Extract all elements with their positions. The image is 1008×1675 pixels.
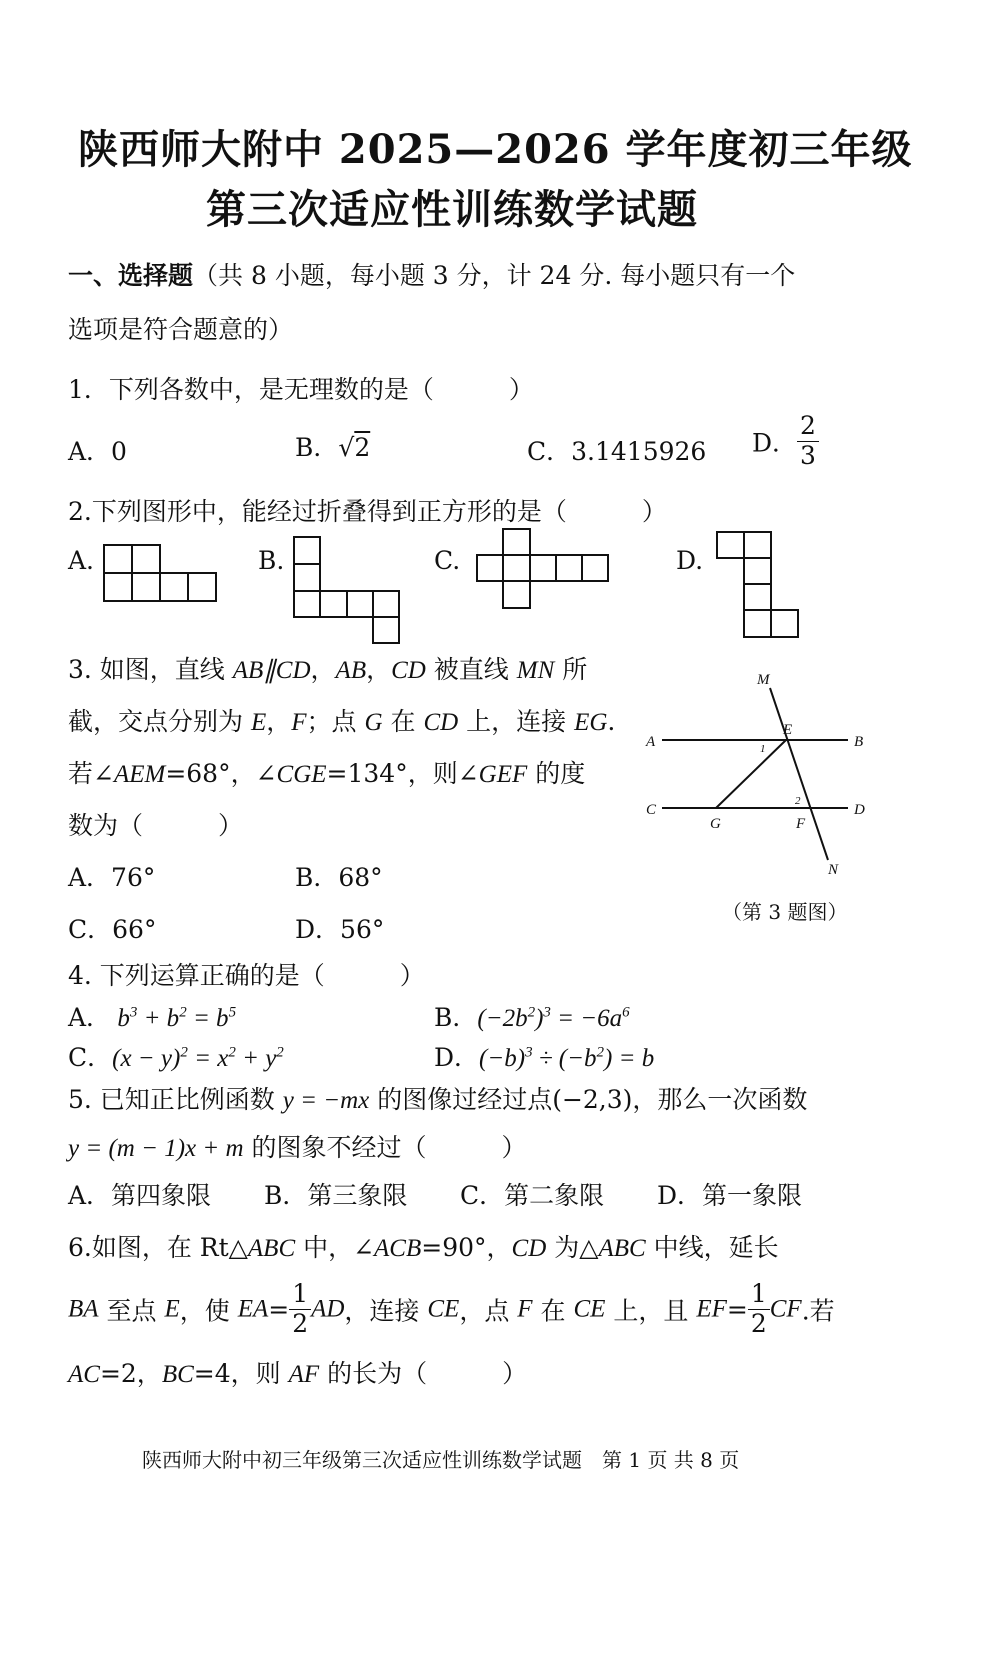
q3-text: 的度	[527, 759, 586, 788]
q5-text: 的图像过经过点	[369, 1085, 553, 1114]
q6-line3	[68, 1354, 527, 1390]
q4-a-prefix: A．	[68, 1003, 112, 1032]
q3-text: 3. 如图，直线	[68, 655, 233, 684]
q6-text: 的长为（ ）	[319, 1359, 528, 1388]
q1-option-a: A．0	[68, 437, 127, 466]
q6-text: 为△	[546, 1233, 599, 1262]
q6-cd: CD	[511, 1235, 547, 1262]
q6-text: ，使	[179, 1296, 238, 1326]
q6-af: AF	[288, 1361, 320, 1388]
q5-option-c: C．第二象限	[460, 1181, 605, 1210]
q3-e: E	[250, 709, 267, 736]
q3-option-a: A．76°	[68, 863, 156, 892]
q6-f: F	[517, 1295, 533, 1323]
q3-text: ，	[310, 655, 336, 684]
q6-half-fraction-2	[748, 1280, 770, 1339]
q6-ce: CE	[427, 1295, 460, 1323]
line-mn	[770, 688, 828, 860]
q6-cf: CF	[769, 1295, 802, 1323]
label-angle1: 1	[760, 743, 766, 755]
q6-half-fraction	[289, 1280, 311, 1339]
q6-half-num: 1	[289, 1280, 311, 1310]
q6-line1	[68, 1228, 779, 1264]
q1-option-d-fraction	[797, 412, 819, 471]
q3-text: ；点	[306, 707, 365, 736]
q4-option-a	[68, 998, 236, 1034]
q3-text: 截，交点分别为	[68, 707, 251, 736]
q2-option-b: B.	[258, 546, 285, 575]
q5-point: (−2,3)	[552, 1085, 633, 1114]
q6-ea: EA	[237, 1295, 269, 1323]
q6-text: =	[268, 1294, 290, 1324]
q3-text: ，	[366, 655, 392, 684]
q3-cd2: CD	[423, 709, 459, 736]
q3-line4: 数为（ ）	[68, 811, 244, 840]
q3-ab-par-cd: AB∥CD	[232, 657, 311, 684]
label-e: E	[783, 722, 793, 738]
q6-acb: ACB	[374, 1235, 422, 1262]
q5-func2: y = (m − 1)x + m	[68, 1135, 244, 1162]
q6-ad: AD	[311, 1295, 345, 1323]
q1-option-b-prefix: B．	[295, 433, 339, 462]
q4-a-expr: $b^3 + b^2 = b^5$	[111, 1004, 237, 1032]
segment-eg	[716, 740, 786, 808]
q6-line2	[68, 1280, 835, 1339]
q3-text: 在	[382, 707, 424, 736]
q5-option-d: D．第一象限	[657, 1181, 803, 1210]
q4-option-d	[434, 1038, 654, 1074]
q3-f: F	[291, 709, 307, 736]
q3-line2	[68, 702, 615, 738]
q4-c-prefix: C．	[68, 1043, 113, 1072]
q6-text: ，点	[459, 1296, 518, 1326]
q6-text: 至点	[98, 1296, 165, 1326]
q3-text: =134°，则∠	[326, 759, 479, 788]
q2-stem: 2.下列图形中，能经过折叠得到正方形的是（ ）	[68, 497, 667, 526]
label-f: F	[796, 816, 806, 832]
q2-net-a	[103, 544, 217, 601]
q6-half-den-2: 2	[750, 1308, 767, 1338]
q1-d-numerator: 2	[797, 412, 819, 442]
q3-text: ，	[266, 707, 292, 736]
label-a: A	[646, 734, 656, 750]
q4-option-c	[68, 1038, 284, 1074]
q3-cge: CGE	[276, 761, 327, 788]
q3-option-b: B．68°	[295, 863, 383, 892]
q2-option-c: C.	[434, 546, 461, 575]
q6-ba: BA	[68, 1295, 99, 1323]
q5-text: 5. 已知正比例函数	[68, 1085, 283, 1114]
label-b: B	[854, 734, 864, 750]
q5-option-a: A．第四象限	[68, 1181, 212, 1210]
q6-abc2: ABC	[598, 1235, 646, 1262]
q6-text: 中，∠	[295, 1233, 375, 1262]
q2-net-b	[293, 536, 401, 644]
label-g: G	[710, 816, 721, 832]
q3-text: 上，连接	[458, 707, 575, 736]
q3-aem: AEM	[113, 761, 166, 788]
q3-line3	[68, 754, 585, 790]
q5-line1	[68, 1080, 807, 1116]
q1-option-d-prefix: D．	[752, 428, 798, 458]
q6-ac: AC	[68, 1361, 100, 1388]
q4-option-b	[434, 998, 630, 1034]
q6-bc: BC	[161, 1361, 194, 1388]
q6-half-den: 2	[292, 1308, 309, 1338]
q6-text: 6.如图，在 Rt△	[68, 1233, 248, 1262]
q3-figure-caption: （第 3 题图）	[722, 900, 848, 924]
page-footer: 陕西师大附中初三年级第三次适应性训练数学试题 第 1 页 共 8 页	[142, 1448, 740, 1472]
q3-figure	[640, 668, 880, 878]
q5-text: 的图象不经过（ ）	[243, 1133, 527, 1162]
q3-text: =68°，∠	[165, 759, 277, 788]
section-heading	[68, 256, 795, 292]
q5-line2	[68, 1128, 527, 1164]
q6-e: E	[164, 1295, 180, 1323]
q5-text: ，那么一次函数	[632, 1085, 808, 1114]
q6-text: 上，且	[605, 1296, 697, 1326]
q1-d-denominator: 3	[800, 440, 816, 470]
q6-ce2: CE	[573, 1295, 606, 1323]
section-title: 一、选择题	[68, 261, 194, 290]
q6-text: 在	[532, 1296, 574, 1326]
q3-text: .	[607, 707, 616, 736]
q3-eg: EG	[574, 709, 608, 736]
q6-text: =2，	[99, 1359, 162, 1388]
q1-option-d	[752, 412, 819, 471]
q2-option-d: D.	[676, 546, 704, 575]
q3-gef: GEF	[478, 761, 528, 788]
q6-abc: ABC	[247, 1235, 296, 1262]
q3-text: 所	[554, 655, 588, 684]
q6-text: =4，则	[193, 1359, 289, 1388]
q4-stem: 4. 下列运算正确的是（ ）	[68, 961, 425, 990]
label-m: M	[757, 672, 770, 688]
q3-g: G	[364, 709, 383, 736]
q2-net-d	[716, 531, 800, 639]
q6-text: 中线，延长	[645, 1233, 779, 1262]
q4-d-prefix: D．	[434, 1043, 480, 1072]
q3-mn: MN	[516, 657, 555, 684]
q3-option-c: C．66°	[68, 915, 157, 944]
page-title-line1: 陕西师大附中 2025—2026 学年度初三年级	[78, 126, 913, 173]
q3-text: 若∠	[68, 759, 114, 788]
q3-option-d: D．56°	[295, 915, 385, 944]
q4-d-expr: $(-b)^3 \div (-b^2) = b$	[479, 1044, 655, 1072]
label-d: D	[854, 802, 865, 818]
label-c: C	[646, 802, 657, 818]
q5-func1: y = −mx	[282, 1087, 370, 1114]
page-title-line2: 第三次适应性训练数学试题	[206, 186, 698, 233]
section-instructions-1: （共 8 小题，每小题 3 分，计 24 分. 每小题只有一个	[193, 261, 796, 290]
label-angle2: 2	[795, 795, 801, 807]
section-instructions-2: 选项是符合题意的）	[68, 315, 294, 344]
q2-net-c	[476, 528, 610, 610]
q5-option-b: B．第三象限	[264, 1181, 408, 1210]
q4-b-prefix: B．	[434, 1003, 478, 1032]
q1-option-b-radicand: 2	[354, 433, 371, 462]
q4-b-expr: $(-2b^2)^3 = -6a^6$	[477, 1004, 630, 1032]
q6-ef: EF	[696, 1295, 727, 1323]
q3-line1	[68, 650, 587, 686]
q3-ab: AB	[335, 657, 367, 684]
q1-stem: 1．下列各数中，是无理数的是（ ）	[68, 375, 534, 404]
q6-text: .若	[801, 1296, 835, 1326]
q4-c-expr: $(x - y)^2 = x^2 + y^2$	[112, 1044, 284, 1072]
q6-half-num-2: 1	[748, 1280, 770, 1310]
q3-cd: CD	[391, 657, 426, 684]
q1-option-c: C．3.1415926	[527, 437, 707, 466]
q3-text: 被直线	[425, 655, 517, 684]
sqrt-symbol: √	[338, 433, 355, 462]
label-n: N	[828, 862, 839, 878]
q1-option-b	[295, 428, 370, 464]
q2-option-a: A.	[68, 546, 95, 575]
q6-text: ，连接	[344, 1296, 428, 1326]
q6-text: =90°，	[421, 1233, 512, 1262]
q6-text: =	[726, 1294, 748, 1324]
